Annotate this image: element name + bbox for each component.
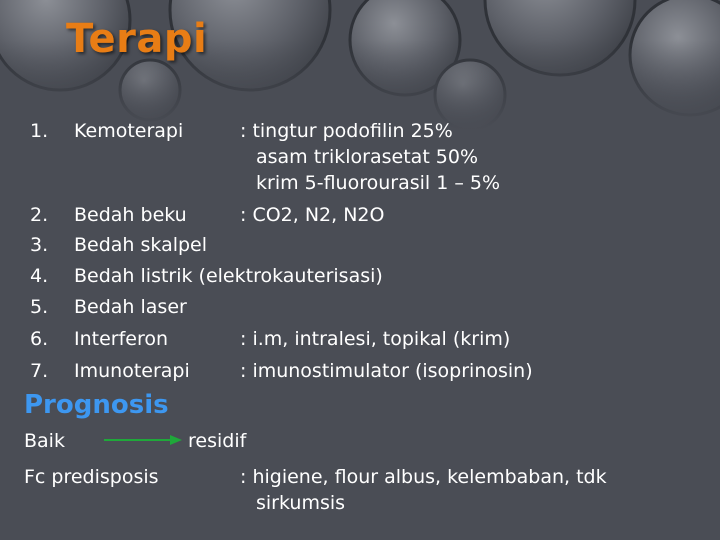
prognosis-fc-detail-line: sirkumsis — [256, 492, 346, 514]
item-number: 3. — [30, 234, 49, 256]
prognosis-baik: Baik — [24, 430, 65, 452]
item-name: Bedah beku — [74, 204, 187, 226]
item-number: 7. — [30, 360, 49, 382]
item-detail: : tingtur podofilin 25% — [240, 120, 453, 142]
item-detail: : i.m, intralesi, topikal (krim) — [240, 328, 511, 350]
item-name: Bedah skalpel — [74, 234, 208, 256]
slide-title: Terapi — [66, 16, 208, 62]
item-number: 1. — [30, 120, 49, 142]
prognosis-residif: residif — [188, 430, 247, 452]
prognosis-fc-label: Fc predisposis — [24, 466, 159, 488]
item-detail-line: krim 5-fluorourasil 1 – 5% — [256, 172, 501, 194]
item-name: Kemoterapi — [74, 120, 184, 142]
item-detail: : CO2, N2, N2O — [240, 204, 385, 226]
item-number: 5. — [30, 296, 49, 318]
right-arrow-icon — [104, 432, 184, 448]
item-name: Bedah laser — [74, 296, 187, 318]
item-number: 4. — [30, 265, 49, 287]
item-number: 6. — [30, 328, 49, 350]
item-name: Interferon — [74, 328, 169, 350]
item-name: Imunoterapi — [74, 360, 190, 382]
prognosis-heading: Prognosis — [24, 390, 169, 420]
prognosis-fc-detail: : higiene, flour albus, kelembaban, tdk — [240, 466, 607, 488]
item-name: Bedah listrik (elektrokauterisasi) — [74, 265, 383, 287]
item-detail-line: asam triklorasetat 50% — [256, 146, 479, 168]
item-detail: : imunostimulator (isoprinosin) — [240, 360, 533, 382]
item-number: 2. — [30, 204, 49, 226]
